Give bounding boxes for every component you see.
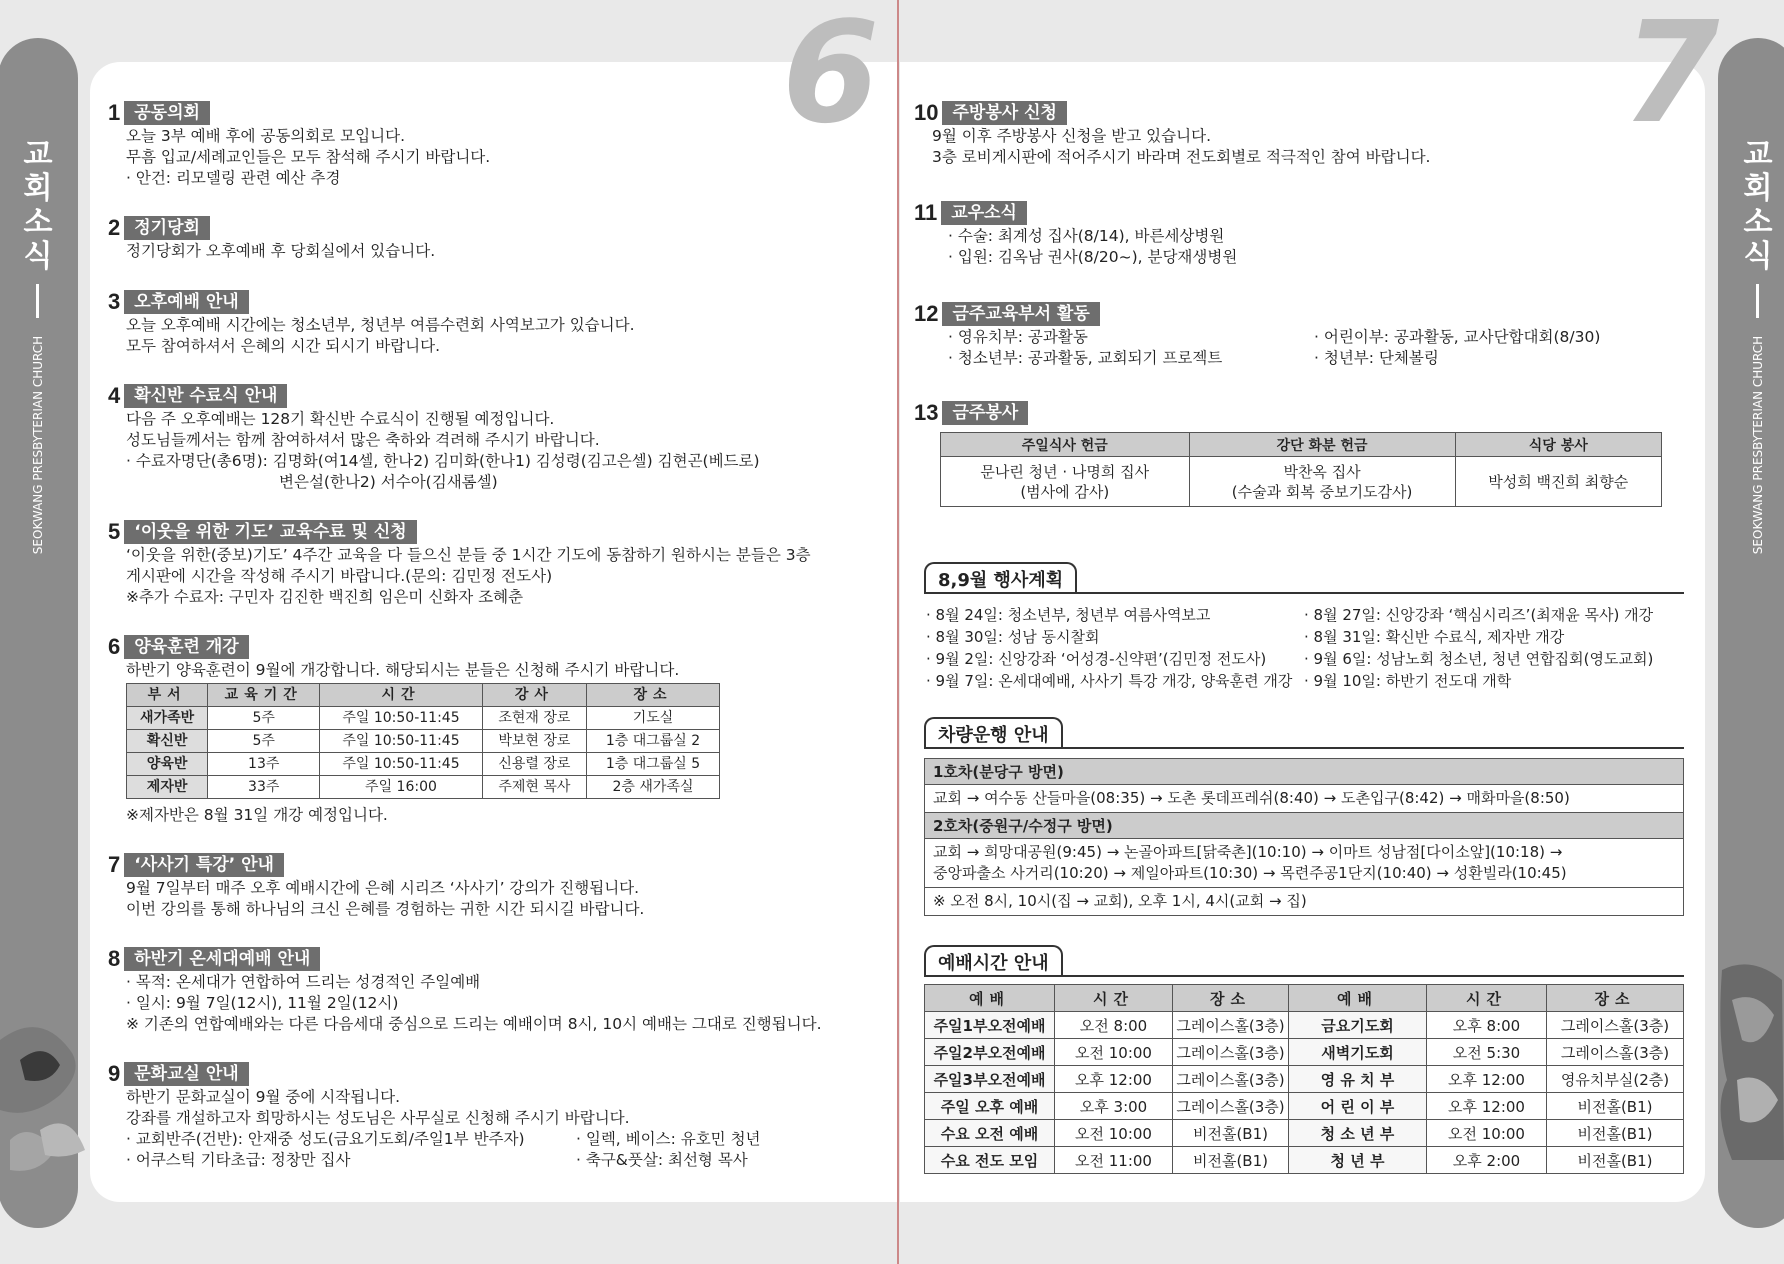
section-6 [108,634,720,826]
table-row [127,730,720,753]
tab-divider [36,284,39,318]
worship-title: 예배시간 안내 [924,945,1063,977]
route-line: 교회 → 희망대공원(9:45) → 논골아파트[닭죽촌](10:10) → 이마트 성남점[다이소앞](10:18) → [933,843,1563,861]
table-cell: 5주 [208,707,320,730]
table-cell: 양육반 [127,753,208,776]
section-number: 2 [108,215,121,240]
tab-char: 교 [1743,137,1773,172]
tab-char: 소 [23,205,53,240]
text-line: · 안건: 리모델링 관련 예산 추경 [126,169,341,187]
text-line: · 수료자명단(총6명): 김명화(여14셀, 한나2) 김미화(한나1) 김성령(김고은셀) 김현곤(베드로) [126,452,760,470]
event-item: · 8월 30일: 성남 동시찰회 [926,628,1100,646]
section-number: 5 [108,519,121,544]
class-item: · 어쿠스틱 기타초급: 정창만 집사 [126,1151,351,1169]
section-10 [914,100,1430,168]
table-cell: 오전 5:30 [1427,1039,1547,1066]
table-cell: 청 소 년 부 [1289,1120,1427,1147]
tab-title-right [1718,138,1784,274]
dept-item: · 청년부: 단체볼링 [1314,349,1439,367]
table-cell: 비전홀(B1) [1547,1093,1684,1120]
text-line: · 목적: 온세대가 연합하여 드리는 성경적인 주일예배 [126,973,481,991]
class-item: · 축구&풋살: 최선형 목사 [576,1151,748,1169]
table-header: 장소 [1173,985,1289,1012]
worship-section [924,945,1063,977]
cell-line: (수술과 회복 중보기도감사) [1231,482,1413,501]
table-cell: 청 년 부 [1289,1147,1427,1174]
section-13 [914,400,1662,507]
hands-plant-illustration [0,1000,95,1190]
table-row [925,1093,1684,1120]
table-cell [941,457,1190,507]
tab-char: 소 [1743,205,1773,240]
section-4 [108,383,760,493]
table-cell: 그레이스홀(3층) [1173,1066,1289,1093]
section-title: 금주교육부서 활동 [942,302,1099,326]
table-header: 예배 [925,985,1055,1012]
text-line: 이번 강의를 통해 하나님의 크신 은혜를 경험하는 귀한 시간 되시길 바랍니다. [126,900,645,918]
text-line: 하반기 양육훈련이 9월에 개강합니다. 해당되시는 분들은 신청해 주시기 바랍니다. [126,661,680,679]
text-line: ※추가 수료자: 구민자 김진한 백진희 임은미 신화자 조혜춘 [126,588,524,606]
hands-illustration [1712,960,1784,1160]
table-cell: 기도실 [587,707,720,730]
table-cell: 그레이스홀(3층) [1173,1039,1289,1066]
cell-line: 문나린 청년 · 나명희 집사 [980,462,1150,481]
section-title: 교우소식 [941,201,1027,225]
event-item: · 8월 31일: 확신반 수료식, 제자반 개강 [1304,628,1565,646]
table-header: 강사 [482,684,586,707]
section-title: 확신반 수료식 안내 [124,384,287,408]
text-line: ‘이웃을 위한(중보)기도’ 4주간 교육을 다 들으신 분들 중 1시간 기도에 동참하기 원하시는 분들은 3층 [126,546,811,564]
cell-line: 박찬옥 집사 [1283,462,1361,481]
route2-stops [925,839,1683,888]
section-7 [108,852,644,920]
table-cell: 33주 [208,776,320,799]
table-row [127,707,720,730]
table-header: 주일식사 헌금 [941,433,1190,457]
event-item: · 9월 6일: 성남노회 청소년, 청년 연합집회(영도교회) [1304,650,1654,668]
table-header: 장소 [587,684,720,707]
table-cell [1189,457,1455,507]
text-line: 9월 이후 주방봉사 신청을 받고 있습니다. [932,127,1211,145]
table-cell: 오전 10:00 [1427,1120,1547,1147]
text-line: · 수술: 최계성 집사(8/14), 바른세상병원 [948,227,1225,245]
tab-title-left [0,138,78,274]
tab-char: 식 [1743,239,1773,274]
class-item: · 일렉, 베이스: 유호민 청년 [576,1130,761,1148]
dept-item: · 영유치부: 공과활동 [948,328,1088,346]
section-11 [914,200,1237,268]
section-title: 오후예배 안내 [124,290,248,314]
section-1 [108,100,490,189]
table-cell: 주일 16:00 [320,776,482,799]
table-cell: 13주 [208,753,320,776]
section-number: 1 [108,100,121,125]
section-title: 금주봉사 [942,401,1028,425]
text-line: 정기당회가 오후예배 후 당회실에서 있습니다. [126,242,436,260]
text-line: 하반기 문화교실이 9월 중에 시작됩니다. [126,1088,401,1106]
table-cell: 비전홀(B1) [1547,1147,1684,1174]
table-cell: 주일 10:50-11:45 [320,707,482,730]
table-cell: 주일 10:50-11:45 [320,753,482,776]
table-cell: 주일 10:50-11:45 [320,730,482,753]
table-cell: 새벽기도회 [1289,1039,1427,1066]
table-cell: 오후 3:00 [1055,1093,1173,1120]
table-cell: 비전홀(B1) [1173,1120,1289,1147]
events-title: 8,9월 행사계획 [924,562,1077,594]
event-item: · 8월 24일: 청소년부, 청년부 여름사역보고 [926,606,1211,624]
table-row [925,1039,1684,1066]
section-title: 하반기 온세대예배 안내 [124,947,320,971]
route-line: 중앙파출소 사거리(10:20) → 제일아파트(10:30) → 목련주공1단지(10:40) → 성환빌라(10:45) [933,864,1567,882]
table-cell: 수요 전도 모임 [925,1147,1055,1174]
text-line: 성도님들께서는 함께 참여하셔서 많은 축하와 격려해 주시기 바랍니다. [126,431,600,449]
table-cell: 오전 11:00 [1055,1147,1173,1174]
table-cell: 그레이스홀(3층) [1547,1039,1684,1066]
table-cell: 조현재 장로 [482,707,586,730]
text-line: · 입원: 김옥남 권사(8/20~), 분당재생병원 [948,248,1238,266]
table-cell: 오후 8:00 [1427,1012,1547,1039]
table-row [925,1012,1684,1039]
table-cell: 오후 12:00 [1427,1066,1547,1093]
route2-header: 2호차(중원구/수정구 방면) [925,813,1683,839]
table-header: 시간 [1427,985,1547,1012]
tab-subtitle-left: SEOKWANG PRESBYTERIAN CHURCH [31,335,45,555]
training-table [126,683,720,799]
table-cell: 새가족반 [127,707,208,730]
tab-char: 회 [1743,171,1773,206]
text-line: 강좌를 개설하고자 희망하시는 성도님은 사무실로 신청해 주시기 바랍니다. [126,1109,630,1127]
cell-line: (범사에 감사) [1020,482,1110,501]
worship-table [924,984,1684,1174]
table-cell: 비전홀(B1) [1547,1120,1684,1147]
table-row [925,1120,1684,1147]
text-line: 9월 7일부터 매주 오후 예배시간에 은혜 시리즈 ‘사사기’ 강의가 진행됩니다. [126,879,640,897]
table-cell: 1층 대그룹실 5 [587,753,720,776]
worship-table-wrap [924,984,1684,1174]
route1-stops: 교회 → 여수동 산들마을(08:35) → 도촌 롯데프레쉬(8:40) → 도촌입구(8:42) → 매화마을(8:50) [925,785,1683,813]
event-item: · 8월 27일: 신앙강좌 ‘핵심시리즈’(최재윤 목사) 개강 [1304,606,1654,624]
section-number: 8 [108,946,121,971]
text-line: 오늘 3부 예배 후에 공동의회로 모입니다. [126,127,405,145]
section-3 [108,289,635,357]
table-header: 시간 [1055,985,1173,1012]
table-row [941,457,1662,507]
section-number: 7 [108,852,121,877]
worship-rule [924,975,1684,977]
section-8 [108,946,822,1035]
text-line: 3층 로비게시판에 적어주시기 바라며 전도회별로 적극적인 참여 바랍니다. [932,148,1431,166]
table-cell: 비전홀(B1) [1173,1147,1289,1174]
events-rule [924,592,1684,594]
service-table [940,432,1662,507]
tab-divider [1756,284,1759,318]
table-cell: 오후 12:00 [1055,1066,1173,1093]
table-cell: 오전 8:00 [1055,1012,1173,1039]
table-header: 예배 [1289,985,1427,1012]
table-cell: 그레이스홀(3층) [1173,1093,1289,1120]
section-title: 공동의회 [124,101,210,125]
section-number: 11 [914,200,938,225]
bus-note: ※ 오전 8시, 10시(집 → 교회), 오후 1시, 4시(교회 → 집) [933,892,1307,910]
bus-box [924,758,1684,916]
cell-line: 박성희 백진희 최향순 [1488,472,1629,491]
tab-char: 교 [23,137,53,172]
table-cell: 5주 [208,730,320,753]
table-cell [1455,457,1661,507]
text-line: ※제자반은 8월 31일 개강 예정입니다. [126,806,388,824]
section-5 [108,519,811,608]
section-number: 6 [108,634,121,659]
table-cell: 주일 오후 예배 [925,1093,1055,1120]
table-cell: 주일2부오전예배 [925,1039,1055,1066]
table-row [127,776,720,799]
events-list [926,604,1653,692]
event-item: · 9월 2일: 신앙강좌 ‘어성경-신약편’(김민정 전도사) [926,650,1267,668]
table-header: 시간 [320,684,482,707]
table-cell: 오후 2:00 [1427,1147,1547,1174]
text-line: 게시판에 시간을 작성해 주시기 바랍니다.(문의: 김민정 전도사) [126,567,553,585]
page-number-right: 7 [1622,0,1720,155]
section-number: 10 [914,100,939,125]
table-row [925,1147,1684,1174]
section-number: 4 [108,383,121,408]
section-title: 주방봉사 신청 [942,101,1066,125]
table-cell: 확신반 [127,730,208,753]
table-row [925,1066,1684,1093]
table-cell: 영 유 치 부 [1289,1066,1427,1093]
table-header: 교육기간 [208,684,320,707]
text-line: 모두 참여하셔서 은혜의 시간 되시기 바랍니다. [126,337,441,355]
text-line: 오늘 오후예배 시간에는 청소년부, 청년부 여름수련회 사역보고가 있습니다. [126,316,635,334]
section-12 [914,301,1600,369]
section-number: 12 [914,301,939,326]
class-item: · 교회반주(건반): 안재중 성도(금요기도회/주일1부 반주자) [126,1130,525,1148]
table-cell: 1층 대그룹실 2 [587,730,720,753]
table-cell: 2층 새가족실 [587,776,720,799]
section-number: 13 [914,400,939,425]
dept-item: · 어린이부: 공과활동, 교사단합대회(8/30) [1314,328,1601,346]
dept-item: · 청소년부: 공과활동, 교회되기 프로젝트 [948,349,1223,367]
section-title: ‘사사기 특강’ 안내 [124,853,284,877]
table-cell: 수요 오전 예배 [925,1120,1055,1147]
table-cell: 제자반 [127,776,208,799]
table-cell: 오전 10:00 [1055,1039,1173,1066]
events-section [924,562,1077,594]
table-header: 식당 봉사 [1455,433,1661,457]
table-cell: 오전 10:00 [1055,1120,1173,1147]
text-line: 다음 주 오후예배는 128기 확신반 수료식이 진행될 예정입니다. [126,410,555,428]
tab-subtitle-right: SEOKWANG PRESBYTERIAN CHURCH [1751,335,1765,555]
section-2 [108,215,435,262]
table-cell: 오후 12:00 [1427,1093,1547,1120]
tab-char: 식 [23,239,53,274]
route1-header: 1호차(분당구 방면) [925,759,1683,785]
section-number: 9 [108,1061,121,1086]
text-line: 무흠 입교/세례교인들은 모두 참석해 주시기 바랍니다. [126,148,491,166]
section-title: ‘이웃을 위한 기도’ 교육수료 및 신청 [124,520,416,544]
table-cell: 그레이스홀(3층) [1173,1012,1289,1039]
page-number-left: 6 [782,0,880,155]
table-cell: 신용렬 장로 [482,753,586,776]
bus-title: 차량운행 안내 [924,717,1063,749]
table-cell: 박보현 장로 [482,730,586,753]
table-header: 강단 화분 헌금 [1189,433,1455,457]
table-cell: 주일3부오전예배 [925,1066,1055,1093]
bus-rule [924,747,1684,749]
section-title: 정기당회 [124,216,210,240]
table-header: 장소 [1547,985,1684,1012]
table-cell: 그레이스홀(3층) [1547,1012,1684,1039]
event-item: · 9월 10일: 하반기 전도대 개학 [1304,672,1512,690]
section-title: 문화교실 안내 [124,1062,248,1086]
table-header: 부서 [127,684,208,707]
table-cell: 영유치부실(2층) [1547,1066,1684,1093]
event-item: · 9월 7일: 온세대예배, 사사기 특강 개강, 양육훈련 개강 [926,672,1293,690]
bus-section [924,717,1063,749]
section-title: 양육훈련 개강 [124,635,248,659]
table-cell: 주일1부오전예배 [925,1012,1055,1039]
section-number: 3 [108,289,121,314]
text-line: · 일시: 9월 7일(12시), 11월 2일(12시) [126,994,399,1012]
table-row [127,753,720,776]
table-cell: 금요기도회 [1289,1012,1427,1039]
tab-char: 회 [23,171,53,206]
table-cell: 주제현 목사 [482,776,586,799]
table-cell: 어 린 이 부 [1289,1093,1427,1120]
page-spine [897,0,899,1264]
text-line: ※ 기존의 연합예배와는 다른 다음세대 중심으로 드리는 예배이며 8시, 10시 예배는 그대로 진행됩니다. [126,1015,822,1033]
text-line: 변은설(한나2) 서수아(김새롬셀) [279,473,498,491]
section-9 [108,1061,761,1171]
